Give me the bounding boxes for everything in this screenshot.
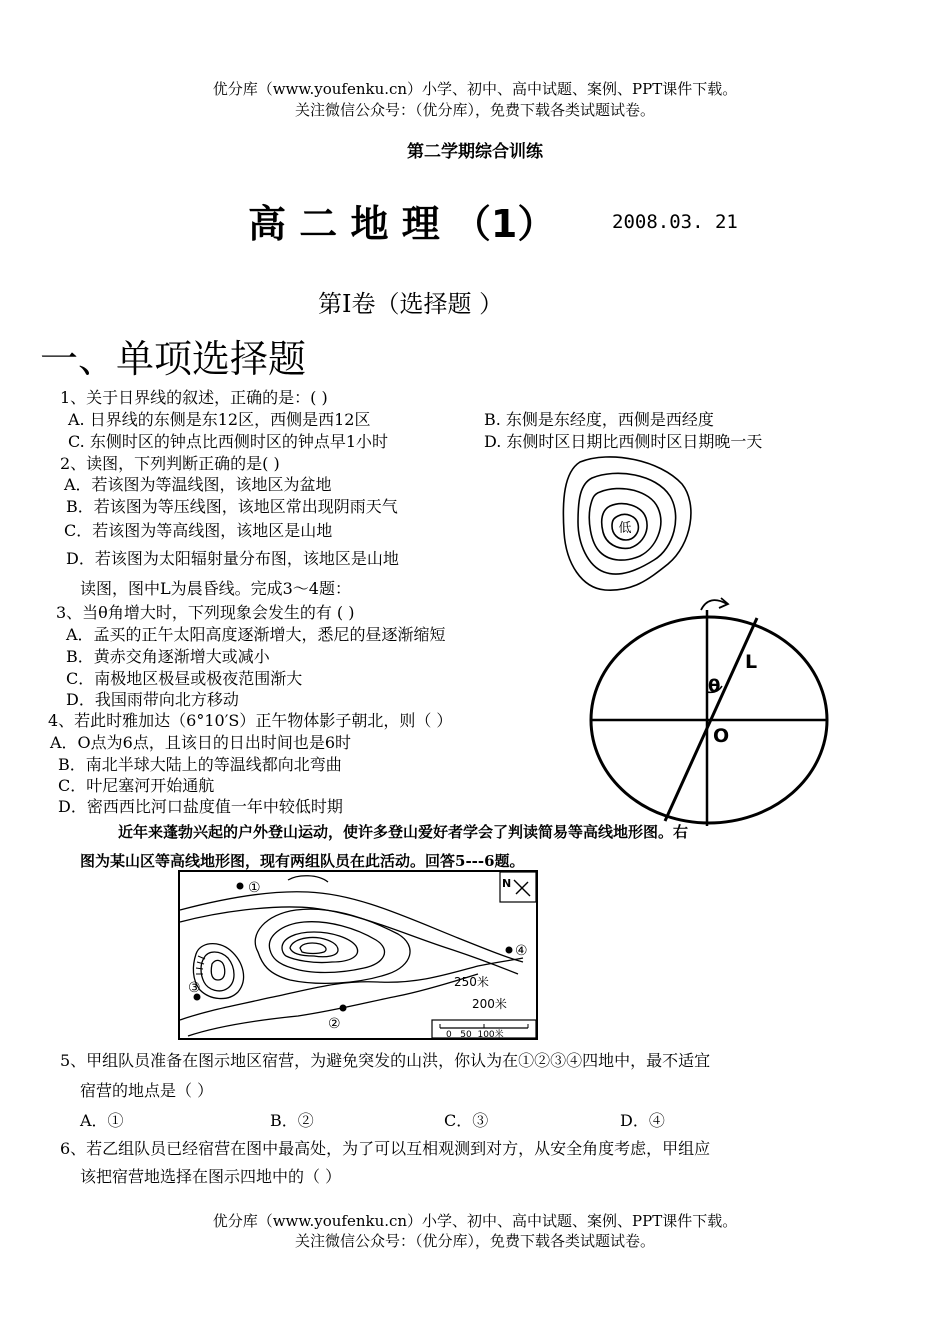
intro-q5-q6-line-1: 近年来蓬勃兴起的户外登山运动，使许多登山爱好者学会了判读简易等高线地形图。右 bbox=[118, 823, 689, 841]
q4-option-b: B．南北半球大陆上的等温线都向北弯曲 bbox=[58, 755, 342, 774]
q3-option-d: D．我国雨带向北方移动 bbox=[66, 690, 239, 709]
page-title: 高 二 地 理 （1） bbox=[248, 202, 556, 246]
q3-option-c: C．南极地区极昼或极夜范围渐大 bbox=[66, 669, 303, 688]
q2-stem: 2、读图，下列判断正确的是( ) bbox=[60, 454, 280, 473]
theta-label: θ bbox=[708, 676, 721, 697]
footer-line-2: 关注微信公众号：（优分库），免费下载各类试题试卷。 bbox=[294, 1232, 655, 1250]
q3-option-a: A．孟买的正午太阳高度逐渐增大，悉尼的昼逐渐缩短 bbox=[66, 625, 446, 644]
elevation-200: 200米 bbox=[472, 997, 507, 1011]
north-label: N bbox=[502, 877, 512, 890]
contour-map-figure bbox=[178, 870, 540, 1042]
q2-low-label: 低 bbox=[618, 521, 632, 536]
subtitle: 第二学期综合训练 bbox=[407, 142, 543, 162]
terminator-circle-figure bbox=[585, 596, 835, 828]
q1-option-b: B. 东侧是东经度，西侧是西经度 bbox=[484, 410, 714, 429]
q4-option-c: C．叶尼塞河开始通航 bbox=[58, 776, 215, 795]
q4-option-d: D．密西西比河口盐度值一年中较低时期 bbox=[58, 797, 343, 816]
q3-option-b: B．黄赤交角逐渐增大或减小 bbox=[66, 647, 270, 666]
q5-option-c: C．③ bbox=[444, 1111, 489, 1130]
q1-option-d: D. 东侧时区日期比西侧时区日期晚一天 bbox=[484, 432, 763, 451]
q5-option-d: D．④ bbox=[620, 1111, 665, 1130]
footer-line-1: 优分库（www.youfenku.cn）小学、初中、高中试题、案例、PPT课件下载。 bbox=[212, 1212, 738, 1230]
q4-stem: 4、若此时雅加达（6°10′S）正午物体影子朝北，则（ ） bbox=[48, 711, 453, 730]
q3-stem: 3、当θ角增大时，下列现象会发生的有 ( ) bbox=[56, 603, 355, 622]
header-line-1: 优分库（www.youfenku.cn）小学、初中、高中试题、案例、PPT课件下载。 bbox=[212, 80, 738, 98]
origin-label: O bbox=[713, 725, 730, 747]
q2-option-c: C．若该图为等高线图，该地区是山地 bbox=[64, 521, 333, 540]
terminator-label: L bbox=[745, 651, 758, 673]
intro-q5-q6-line-2: 图为某山区等高线地形图，现有两组队员在此活动。回答5---6题。 bbox=[80, 852, 525, 870]
volume-heading: 第Ⅰ卷（选择题 ） bbox=[318, 290, 504, 318]
q1-option-a: A. 日界线的东侧是东12区，西侧是西12区 bbox=[68, 410, 371, 429]
q2-option-a: A．若该图为等温线图，该地区为盆地 bbox=[64, 475, 332, 494]
section-heading: 一、单项选择题 bbox=[40, 337, 307, 381]
q2-option-d: D．若该图为太阳辐射量分布图，该地区是山地 bbox=[66, 549, 399, 568]
q2-option-b: B．若该图为等压线图，该地区常出现阴雨天气 bbox=[66, 497, 398, 516]
header-line-2: 关注微信公众号：（优分库），免费下载各类试题试卷。 bbox=[294, 101, 655, 119]
q6-stem-line-1: 6、若乙组队员已经宿营在图中最高处，为了可以互相观测到对方，从安全角度考虑，甲组应 bbox=[60, 1139, 711, 1158]
marker-3: ③ bbox=[188, 980, 201, 996]
q1-option-c: C. 东侧时区的钟点比西侧时区的钟点早1小时 bbox=[68, 432, 389, 451]
exam-date: 2008.03. 21 bbox=[612, 211, 738, 233]
scale-text: 0 50 100米 bbox=[446, 1030, 504, 1040]
elevation-250: 250米 bbox=[454, 975, 489, 989]
q2-contour-figure bbox=[560, 452, 700, 597]
q6-stem-line-2: 该把宿营地选择在图示四地中的（ ） bbox=[80, 1167, 342, 1186]
q5-stem-line-1: 5、甲组队员准备在图示地区宿营，为避免突发的山洪，你认为在①②③④四地中，最不适宜 bbox=[60, 1051, 711, 1070]
q4-option-a: A．O点为6点，且该日的日出时间也是6时 bbox=[50, 733, 352, 752]
intro-q3-q4: 读图，图中L为晨昏线。完成3～4题： bbox=[80, 579, 351, 598]
q1-stem: 1、关于日界线的叙述，正确的是：( ) bbox=[60, 388, 328, 407]
marker-4: ④ bbox=[515, 943, 528, 959]
q5-option-b: B．② bbox=[270, 1111, 314, 1130]
q5-stem-line-2: 宿营的地点是（ ） bbox=[80, 1081, 214, 1100]
marker-2: ② bbox=[328, 1016, 341, 1032]
marker-1: ① bbox=[248, 880, 261, 896]
q5-option-a: A．① bbox=[80, 1111, 124, 1130]
